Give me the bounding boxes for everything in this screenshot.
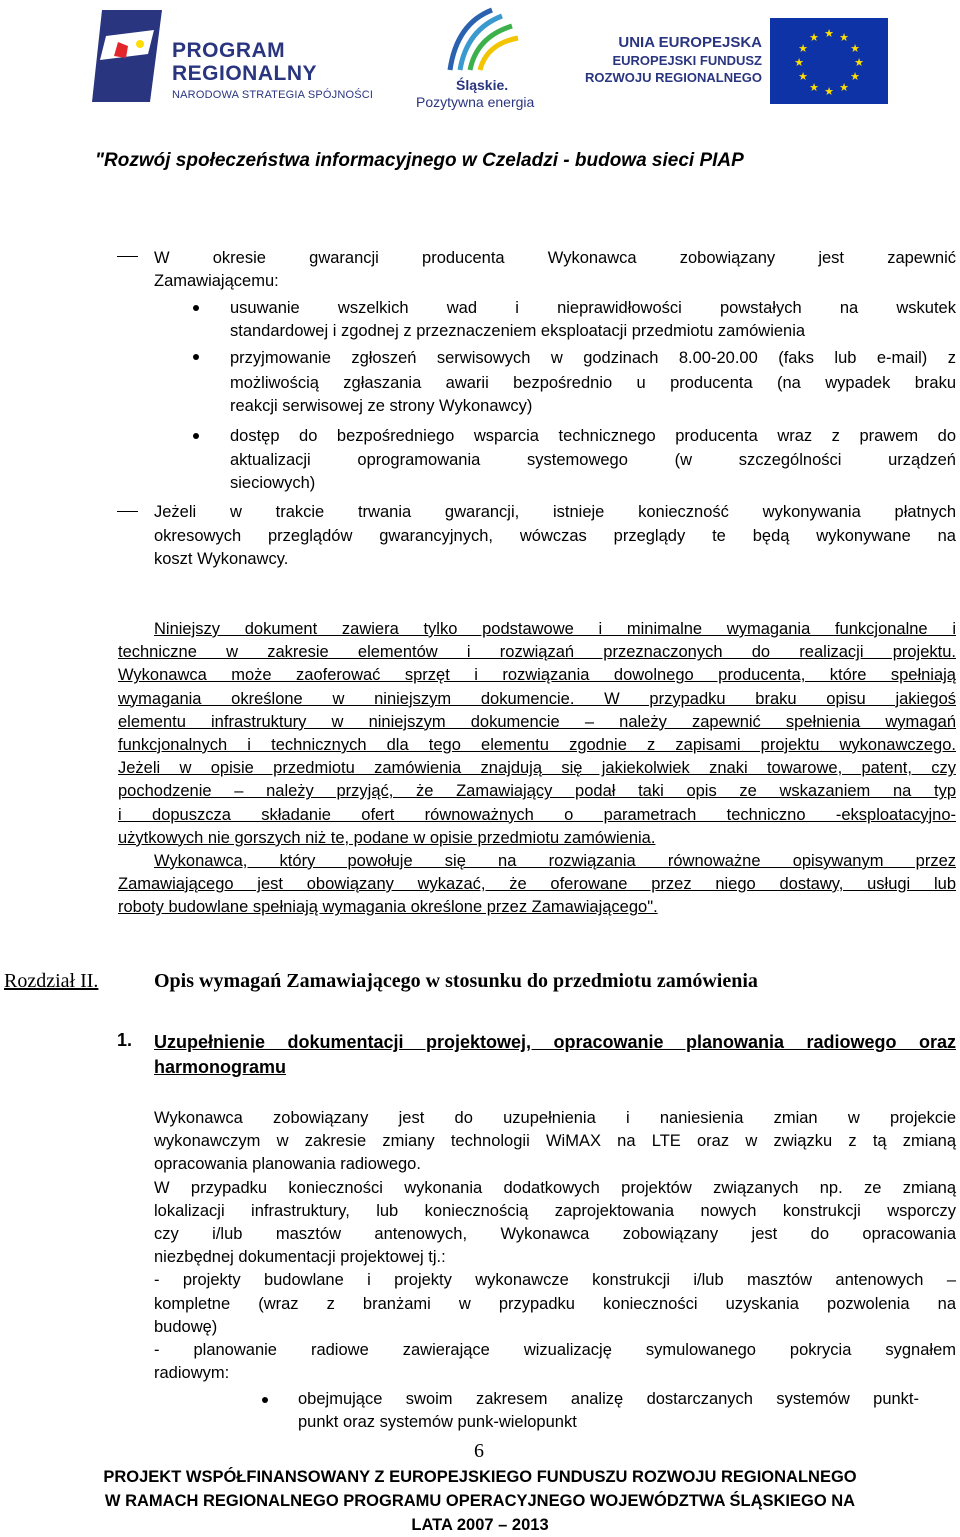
program-line1: PROGRAM <box>172 39 286 62</box>
svg-text:★: ★ <box>854 57 864 69</box>
svg-text:★: ★ <box>850 71 860 83</box>
slaskie-logo <box>412 6 552 110</box>
footer-line-2: W RAMACH REGIONALNEGO PROGRAMU OPERACYJNEGO WOJEWÓDZTWA ŚLĄSKIEGO NA <box>104 1492 856 1510</box>
slaskie-slogan: Pozytywna energia <box>416 94 535 110</box>
warranty-bullet-2-2: możliwością zgłaszania awarii bezpośrednio u producenta (na wypadek braku <box>230 374 956 392</box>
svg-text:★: ★ <box>798 71 808 83</box>
svg-text:★: ★ <box>850 43 860 55</box>
section-bullet: obejmujące swoim zakresem analizę dostarczanych systemów punkt- <box>298 1390 919 1408</box>
program-sub: NARODOWA STRATEGIA SPÓJNOŚCI <box>172 89 374 101</box>
section-bullet-2: punkt oraz systemów punk-wielopunkt <box>298 1413 577 1431</box>
warranty-paid-reviews-2: okresowych przeglądów gwarancyjnych, wówczas przeglądy te będą wykonywane na <box>154 527 956 545</box>
program-regionalny-mark-icon <box>88 6 168 106</box>
chapter-label: Rozdział II. <box>4 970 99 992</box>
svg-text:★: ★ <box>798 43 808 55</box>
section-number: 1. <box>117 1030 133 1050</box>
bullet <box>193 354 199 360</box>
slaskie-name: Śląskie. <box>456 77 509 93</box>
logo-header <box>0 0 960 118</box>
list-dash <box>117 256 138 257</box>
eu-flag-icon <box>770 18 888 104</box>
bullet <box>193 433 199 439</box>
svg-text:★: ★ <box>839 82 849 94</box>
warranty-bullet-3-3: sieciowych) <box>230 474 316 492</box>
ue-line2: EUROPEJSKI FUNDUSZ <box>612 53 762 68</box>
notice-paragraph: Niniejszy dokument zawiera tylko podstawowe i minimalne wymagania funkcjonalne i techniczne w zakresie elementów i rozwiązań przeznaczonych do realizacji projektu. Wykonawca może zaoferować sprzęt i rozwiązania dowolnego producenta, które spełniają wymagania określone w niniejszym dokumencie. W przypadku braku opisu jakiegoś elementu infrastruktury w niniejszym dokumencie – należy zapewnić spełnienia wymagań funkcjonalnych i technicznych dla tego elementu zgodnie z zapisami projektu wykonawczego. Jeżeli w opisie przedmiotu zamówienia znajdują się jakiekolwiek znaki towarowe, patent, czy pochodzenie – należy przyjąć, że Zamawiający podał taki opis ze wskazaniem na typ i dopuszcza składanie ofert równoważnych o parametrach techniczno -eksploatacyjno- użytkowych nie gorszych niż te, podane w opisie przedmiotu zamówienia. Wykonawca, który powołuje się na rozwiązania równoważne opisywanym przez Zamawiającego jest obowiązany wykazać, że oferowane przez niego dostawy, usługi lub roboty budowlane spełniają wymagania określone przez Zamawiającego". <box>118 620 956 917</box>
section-title: Uzupełnienie dokumentacji projektowej, opracowanie planowania radiowego oraz harmonogramu <box>154 1032 956 1077</box>
warranty-paid-reviews: Jeżeli w trakcie trwania gwarancji, istnieje konieczność wykonywania płatnych <box>154 503 956 521</box>
warranty-bullet-2: przyjmowanie zgłoszeń serwisowych w godzinach 8.00-20.00 (faks lub e-mail) z <box>230 349 956 367</box>
program-line2: REGIONALNY <box>172 62 318 85</box>
svg-text:★: ★ <box>824 86 834 98</box>
slaskie-wave-icon <box>442 6 522 76</box>
bullet <box>262 1397 268 1403</box>
section-body: Wykonawca zobowiązany jest do uzupełnienia i naniesienia zmian w projekcie wykonawczym w zakresie zmiany technologii WiMAX na LTE oraz w związku z tą zmianą opracowania planowania radiowego. W przypadku konieczności wykonania dodatkowych projektów związanych np. ze zmianą lokalizacji infrastruktury, lub koniecznością zaprojektowania nowych konstrukcji wsporczy czy i/lub masztów antenowych, Wykonawca zobowiązany jest do opracowania niezbędnej dokumentacji projektowej tj.: - projekty budowlane i projekty wykonawcze konstrukcji i/lub masztów antenowych – kompletne (wraz z branżami w przypadku konieczności uzyskania pozwolenia na budowę) - planowanie radiowe zawierające wizualizację symulowanego pokrycia sygnałem radiowym: <box>154 1109 956 1383</box>
svg-text:★: ★ <box>809 32 819 44</box>
page-number: 6 <box>474 1440 484 1462</box>
svg-text:★: ★ <box>794 57 804 69</box>
warranty-intro-2: Zamawiającemu: <box>154 272 279 290</box>
warranty-paid-reviews-3: koszt Wykonawcy. <box>154 550 289 568</box>
warranty-bullet-1-2: standardowej i zgodnej z przeznaczeniem eksploatacji przedmiotu zamówienia <box>230 322 806 340</box>
ue-logo <box>570 30 890 102</box>
footer-line-3: LATA 2007 – 2013 <box>411 1516 549 1534</box>
ue-line3: ROZWOJU REGIONALNEGO <box>585 70 762 85</box>
program-regionalny-logo <box>88 6 388 106</box>
document-title: "Rozwój społeczeństwa informacyjnego w Czeladzi - budowa sieci PIAP <box>95 150 744 171</box>
warranty-intro: W okresie gwarancji producenta Wykonawca zobowiązany jest zapewnić <box>154 249 956 267</box>
footer-line-1: PROJEKT WSPÓŁFINANSOWANY Z EUROPEJSKIEGO FUNDUSZU ROZWOJU REGIONALNEGO <box>103 1468 857 1486</box>
warranty-bullet-3-2: aktualizacji oprogramowania systemowego (w szczególności urządzeń <box>230 451 956 469</box>
warranty-bullet-3: dostęp do bezpośredniego wsparcia technicznego producenta wraz z prawem do <box>230 427 956 445</box>
ue-line1: UNIA EUROPEJSKA <box>618 34 762 51</box>
list-dash <box>117 511 138 512</box>
warranty-bullet-1: usuwanie wszelkich wad i nieprawidłowości powstałych na wskutek <box>230 299 956 317</box>
svg-text:★: ★ <box>824 28 834 40</box>
svg-text:★: ★ <box>839 32 849 44</box>
chapter-title: Opis wymagań Zamawiającego w stosunku do przedmiotu zamówienia <box>154 970 758 992</box>
warranty-bullet-2-3: reakcji serwisowej ze strony Wykonawcy) <box>230 397 533 415</box>
bullet <box>193 305 199 311</box>
svg-text:★: ★ <box>809 82 819 94</box>
footer <box>0 1465 960 1537</box>
